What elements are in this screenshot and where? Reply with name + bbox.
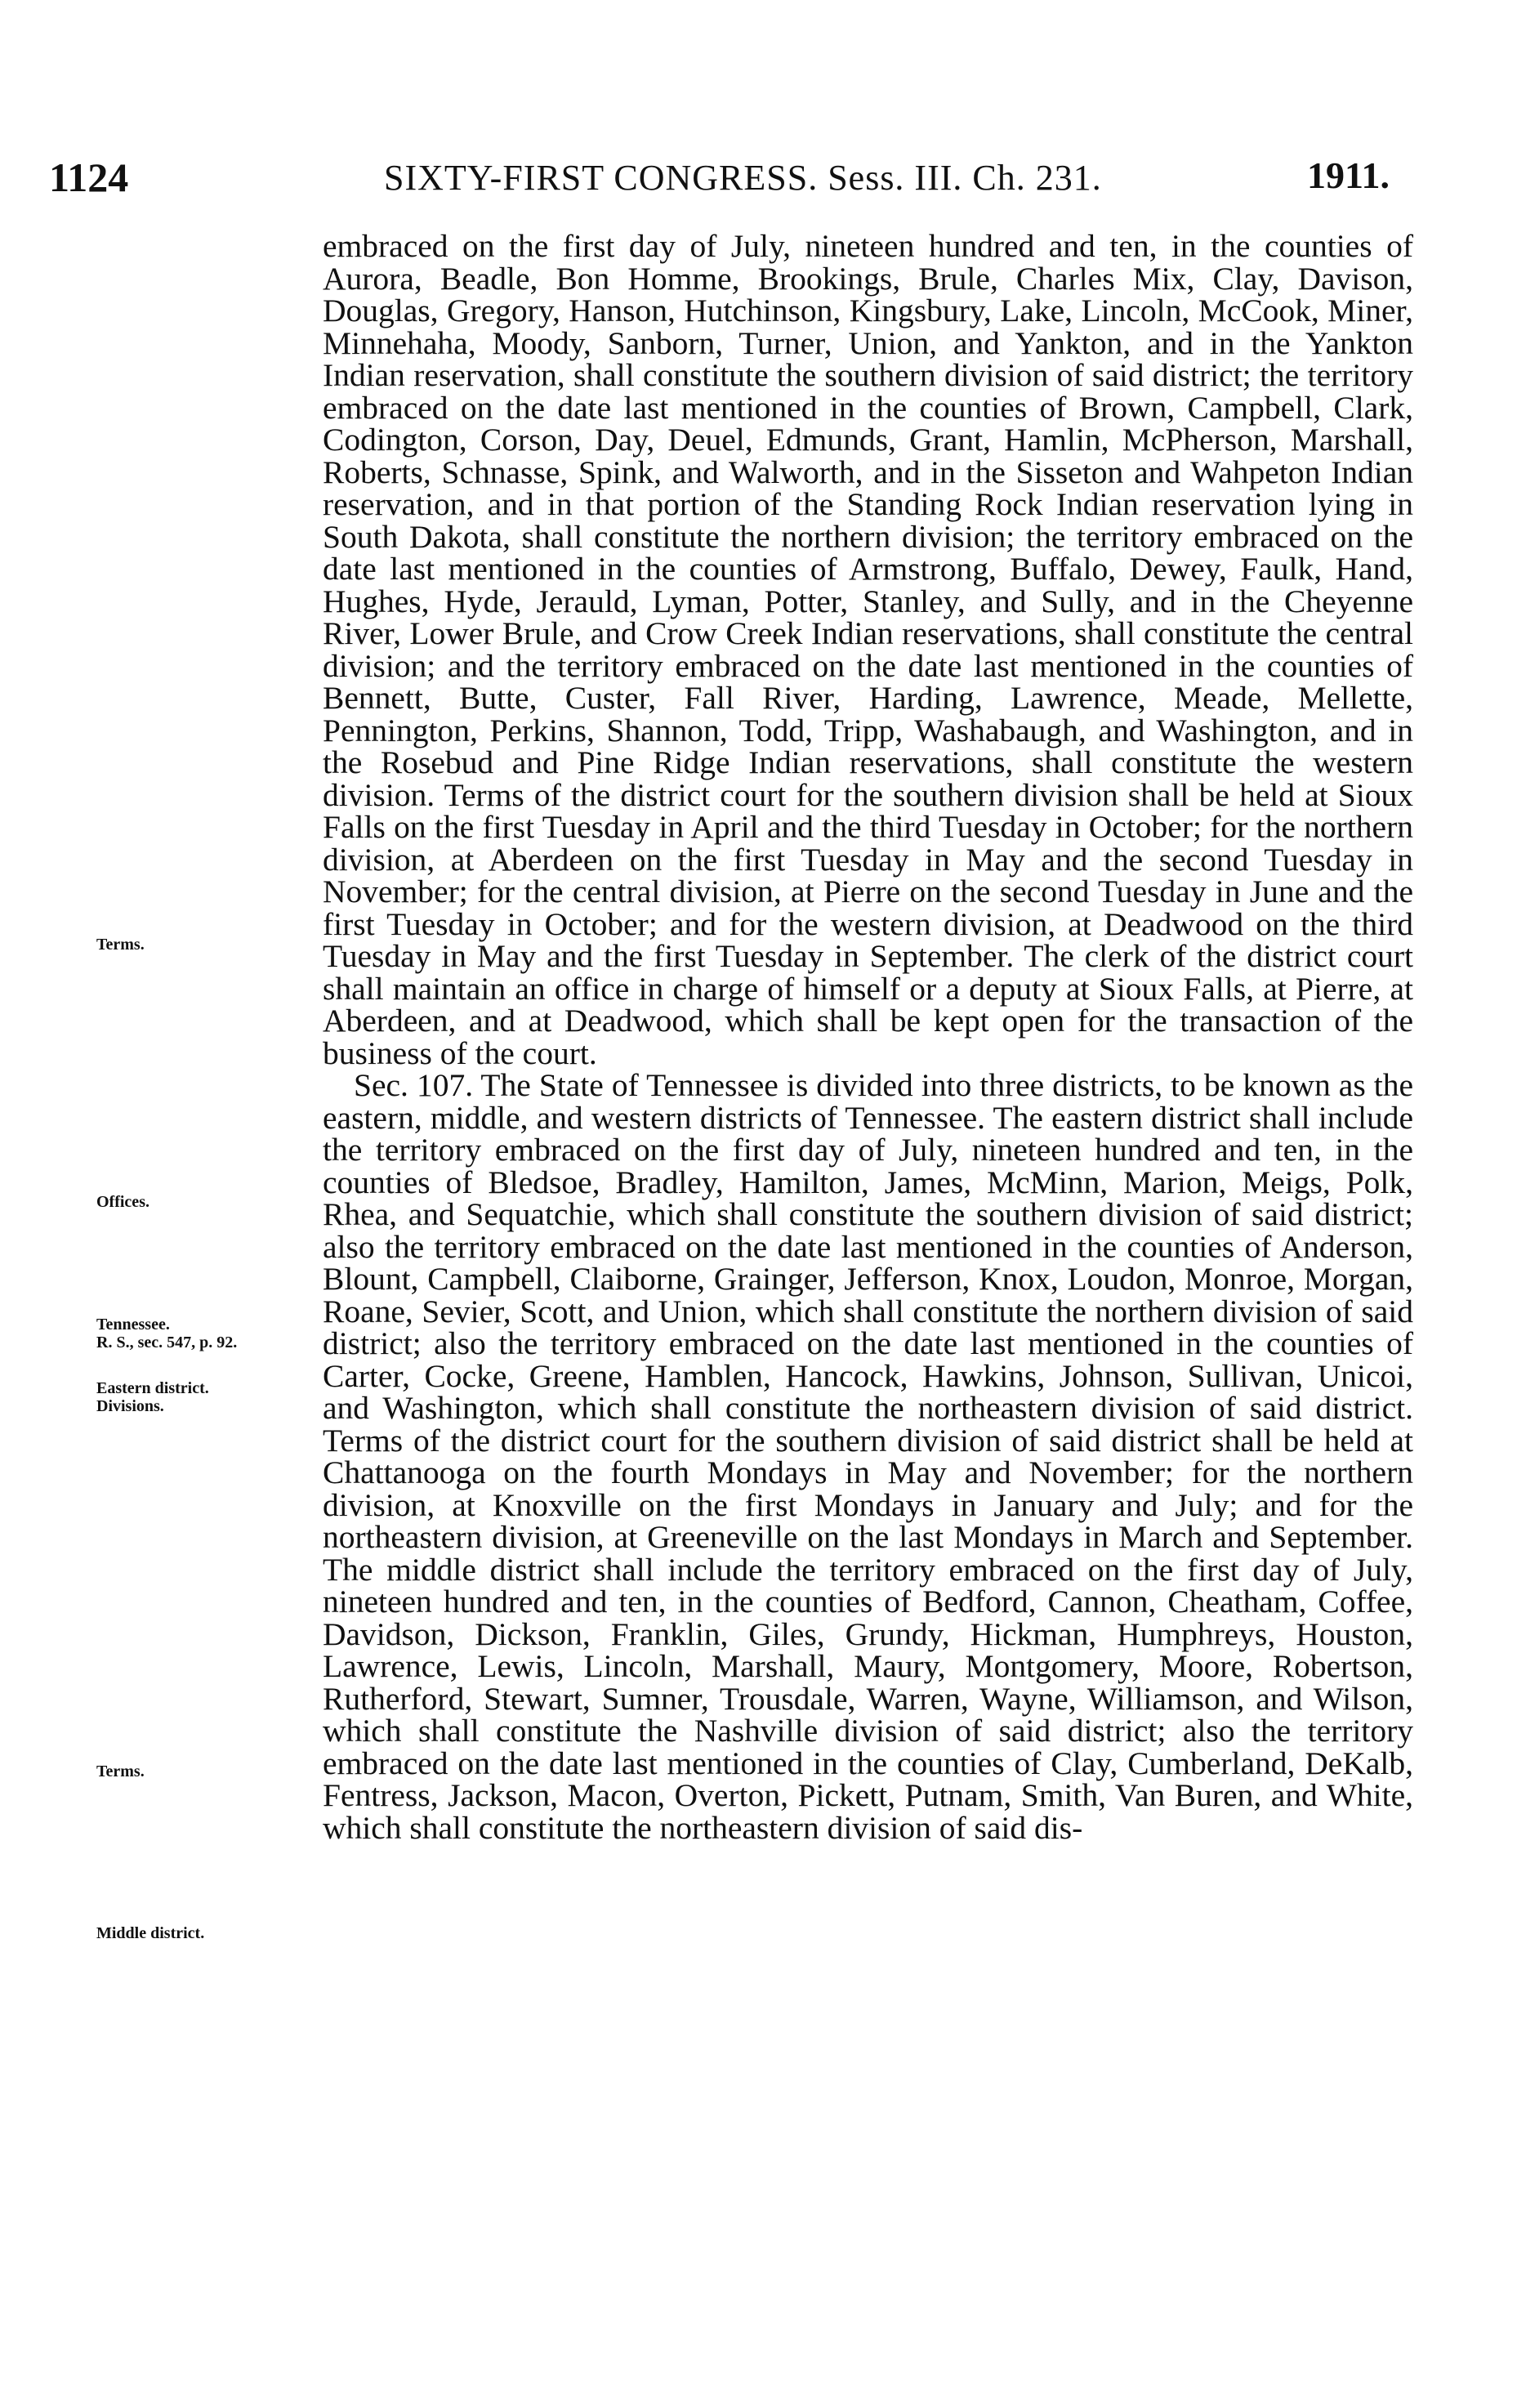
paragraph-south-dakota-divisions: embraced on the first day of July, nineteen hundred and ten, in the counties of Aurora, Beadle, Bon Homme, Brookings, Brule, Charles Mix, Clay, Davison, Douglas, Gregory, Hanson, Hutchinson, Kingsbury, Lake, Lincoln, McCook, Miner, Minnehaha, Moody, Sanborn, Turner, Union, and Yankton, and in the Yankton Indian reservation, shall constitute the southern division of said district; the territory embraced on the date last mentioned in the counties of Brown, Campbell, Clark, Codington, Corson, Day, Deuel, Edmunds, Grant, Hamlin, McPherson, Marshall, Roberts, Schnasse, Spink, and Walworth, and in the Sisseton and Wahpeton Indian reservation, and in that portion of the Standing Rock Indian reservation lying in South Dakota, shall constitute the northern division; the territory embraced on the date last mentioned in the counties of Armstrong, Buffalo, Dewey, Faulk, Hand, Hughes, Hyde, Jerauld, Lyman, Potter, Stanley, and Sully, and in the Cheyenne River, Lower Brule, and Crow Creek Indian reservations, shall constitute the central division; and the territory embraced on the date last mentioned in the counties of Bennett, Butte, Custer, Fall River, Harding, Lawrence, Meade, Mellette, Pennington, Perkins, Shannon, Todd, Tripp, Washabaugh, and Washington, and in the Rosebud and Pine Ridge Indian reservations, shall constitute the western division. Terms of the district court for the southern division shall be held at Sioux Falls on the first Tuesday in April and the third Tuesday in October; for the northern division, at Aberdeen on the first Tuesday in May and the second Tuesday in November; for the central division, at Pierre on the second Tuesday in June and the first Tuesday in October; and for the western division, at Deadwood on the third Tuesday in May and the first Tuesday in September. The clerk of the district court shall maintain an office in charge of himself or a deputy at Sioux Falls, at Pierre, at Aberdeen, and at Deadwood, which shall be kept open for the transaction of the business of the court. bbox=[323, 228, 1413, 1071]
running-head: SIXTY-FIRST CONGRESS. Sess. III. Ch. 231. bbox=[384, 158, 1102, 198]
section-label: Sec. 107. bbox=[354, 1067, 474, 1103]
margin-note-eastern-district: Eastern district. bbox=[96, 1379, 209, 1397]
margin-note-divisions: Divisions. bbox=[96, 1397, 164, 1415]
margin-note-terms: Terms. bbox=[96, 936, 145, 954]
margin-note-terms-2: Terms. bbox=[96, 1762, 145, 1780]
section-107-text: The State of Tennessee is divided into three districts, to be known as the eastern, middle, and western districts of Tennessee. The eastern district shall include the territory embraced on the first day of July, nineteen hundred and ten, in the counties of Bledsoe, Bradley, Hamilton, James, McMinn, Marion, Meigs, Polk, Rhea, and Sequatchie, which shall constitute the southern division of said district; also the territory embraced on the date last mentioned in the counties of Anderson, Blount, Campbell, Claiborne, Grainger, Jefferson, Knox, Loudon, Monroe, Morgan, Roane, Sevier, Scott, and Union, which shall constitute the northern division of said district; also the territory embraced on the date last mentioned in the counties of Carter, Cocke, Greene, Hamblen, Hancock, Hawkins, Johnson, Sullivan, Unicoi, and Washington, which shall constitute the northeastern division of said district. Terms of the district court for the southern division of said district shall be held at Chattanooga on the fourth Mondays in May and November; for the northern division, at Knoxville on the first Mondays in January and July; and for the northeastern division, at Greeneville on the last Mondays in March and September. The middle district shall include the territory embraced on the first day of July, nineteen hundred and ten, in the counties of Bedford, Cannon, Cheatham, Coffee, Davidson, Dickson, Franklin, Giles, Grundy, Hickman, Humphreys, Houston, Lawrence, Lewis, Lincoln, Marshall, Maury, Montgomery, Moore, Robertson, Rutherford, Stewart, Sumner, Trousdale, Warren, Wayne, Williamson, and Wilson, which shall constitute the Nashville division of said district; also the territory embraced on the date last mentioned in the counties of Clay, Cumberland, DeKalb, Fentress, Jackson, Macon, Overton, Pickett, Putnam, Smith, Van Buren, and White, which shall constitute the northeastern division of said dis- bbox=[323, 1067, 1413, 1846]
margin-note-rs-citation: R. S., sec. 547, p. 92. bbox=[96, 1334, 238, 1351]
margin-note-middle-district: Middle district. bbox=[96, 1924, 205, 1942]
statute-text bbox=[323, 230, 1413, 1844]
page-year: 1911. bbox=[1307, 154, 1390, 196]
paragraph-section-107 bbox=[323, 1067, 1413, 1846]
margin-note-tennessee: Tennessee. bbox=[96, 1316, 170, 1334]
page-number: 1124 bbox=[49, 154, 129, 200]
margin-note-offices: Offices. bbox=[96, 1193, 149, 1211]
page-header bbox=[49, 154, 1438, 203]
